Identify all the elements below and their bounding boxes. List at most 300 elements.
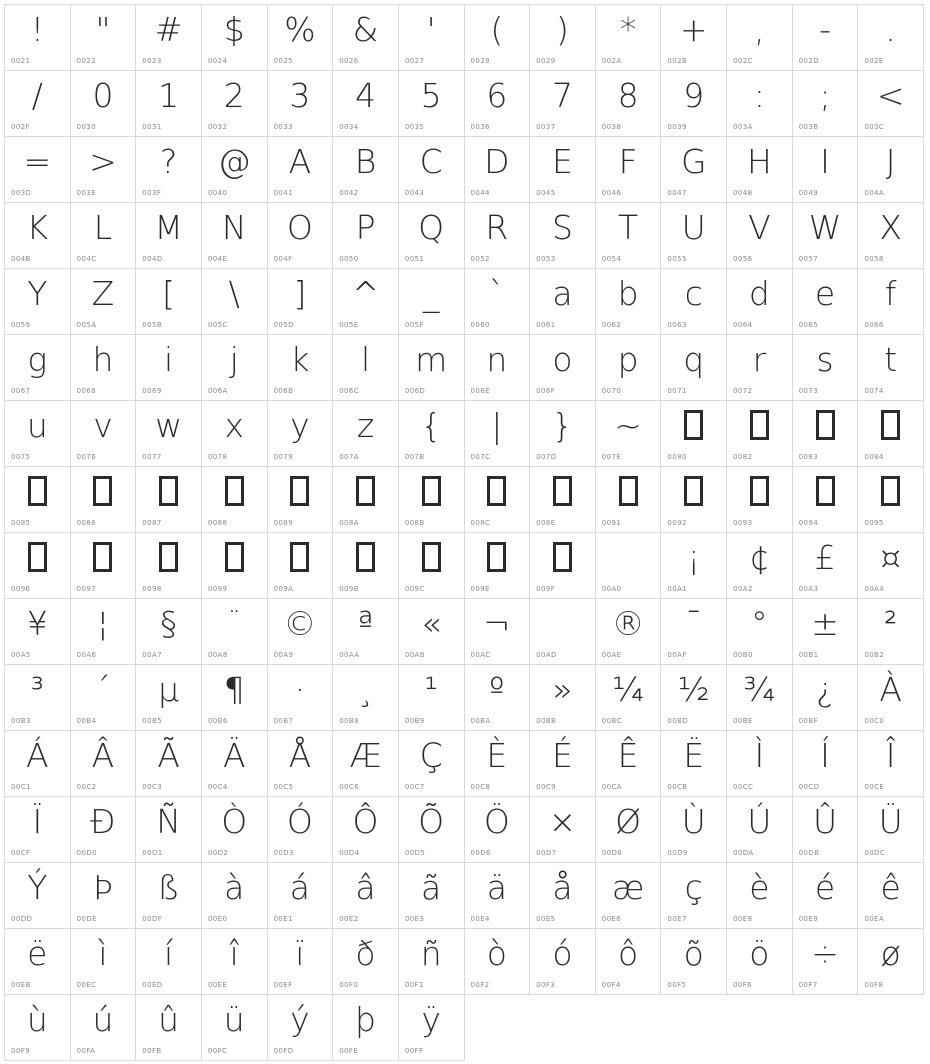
glyph-cell[interactable] — [333, 335, 399, 401]
glyph-character: ª — [357, 603, 374, 643]
glyph-cell[interactable] — [793, 137, 859, 203]
glyph-cell[interactable] — [268, 665, 334, 731]
glyph-character: ) — [556, 9, 569, 49]
glyph-cell[interactable] — [136, 137, 202, 203]
glyph-cell[interactable] — [333, 863, 399, 929]
glyph-cell[interactable] — [530, 5, 596, 71]
glyph-codepoint: 0073 — [798, 387, 819, 395]
glyph-cell[interactable] — [858, 929, 924, 995]
glyph-cell[interactable] — [793, 863, 859, 929]
glyph-cell[interactable] — [5, 929, 71, 995]
glyph-cell[interactable] — [202, 137, 268, 203]
glyph-cell[interactable] — [858, 269, 924, 335]
glyph-codepoint: 005D — [273, 321, 294, 329]
glyph-cell[interactable] — [71, 665, 137, 731]
glyph-cell[interactable] — [727, 5, 793, 71]
glyph-cell[interactable] — [530, 863, 596, 929]
glyph-cell[interactable] — [202, 467, 268, 533]
glyph-cell[interactable] — [268, 71, 334, 137]
glyph-cell[interactable] — [858, 797, 924, 863]
notdef-box-icon — [530, 533, 595, 581]
glyph-cell[interactable] — [5, 5, 71, 71]
glyph-cell[interactable] — [71, 203, 137, 269]
glyph-codepoint: 00D7 — [536, 849, 557, 857]
glyph-cell[interactable] — [858, 401, 924, 467]
glyph-character: È — [486, 735, 508, 775]
glyph-cell[interactable] — [333, 5, 399, 71]
glyph-cell[interactable] — [596, 599, 662, 665]
glyph-cell[interactable] — [465, 467, 531, 533]
glyph-codepoint: 0021 — [11, 57, 31, 65]
glyph-cell[interactable] — [399, 797, 465, 863]
glyph-cell[interactable] — [202, 599, 268, 665]
glyph-cell[interactable] — [465, 599, 531, 665]
glyph-cell[interactable] — [530, 269, 596, 335]
glyph-cell[interactable] — [465, 335, 531, 401]
glyph-cell[interactable] — [71, 599, 137, 665]
glyph-cell[interactable] — [5, 665, 71, 731]
glyph-cell[interactable] — [399, 335, 465, 401]
glyph-cell[interactable] — [71, 863, 137, 929]
glyph-cell[interactable] — [465, 401, 531, 467]
glyph-cell[interactable] — [465, 5, 531, 71]
glyph-character: W — [808, 207, 842, 247]
glyph-cell[interactable] — [727, 533, 793, 599]
glyph-cell[interactable] — [727, 863, 793, 929]
glyph-cell[interactable] — [858, 71, 924, 137]
glyph-cell[interactable] — [793, 5, 859, 71]
glyph-codepoint: 00AA — [339, 651, 360, 659]
glyph-cell[interactable] — [530, 203, 596, 269]
glyph-cell[interactable] — [465, 863, 531, 929]
glyph-codepoint: 0094 — [798, 519, 819, 527]
glyph-cell[interactable] — [268, 995, 334, 1061]
glyph-cell[interactable] — [71, 995, 137, 1061]
glyph-codepoint: 00BE — [733, 717, 753, 725]
glyph-codepoint: 00FB — [142, 1047, 162, 1055]
glyph-cell[interactable] — [530, 533, 596, 599]
glyph-cell[interactable] — [399, 467, 465, 533]
glyph-cell[interactable] — [136, 929, 202, 995]
glyph-cell[interactable] — [858, 5, 924, 71]
glyph-cell[interactable] — [793, 269, 859, 335]
glyph-cell[interactable] — [661, 71, 727, 137]
glyph-codepoint: 00E0 — [207, 915, 228, 923]
notdef-box-icon — [465, 467, 530, 515]
glyph-cell[interactable] — [596, 863, 662, 929]
glyph-character: ¸ — [357, 669, 374, 709]
glyph-cell[interactable] — [727, 137, 793, 203]
glyph-cell[interactable] — [136, 71, 202, 137]
glyph-cell[interactable] — [136, 269, 202, 335]
glyph-cell[interactable] — [465, 665, 531, 731]
glyph-codepoint: 002C — [733, 57, 753, 65]
glyph-cell[interactable] — [399, 929, 465, 995]
glyph-character: ¤ — [880, 537, 902, 577]
glyph-cell[interactable] — [793, 203, 859, 269]
glyph-cell[interactable] — [136, 863, 202, 929]
glyph-cell[interactable] — [136, 665, 202, 731]
glyph-cell[interactable] — [661, 467, 727, 533]
glyph-character: 1 — [158, 75, 180, 115]
glyph-cell[interactable] — [858, 533, 924, 599]
glyph-cell[interactable] — [661, 797, 727, 863]
glyph-cell[interactable] — [661, 269, 727, 335]
glyph-codepoint: 00F3 — [536, 981, 556, 989]
glyph-cell[interactable] — [202, 665, 268, 731]
glyph-cell[interactable] — [333, 797, 399, 863]
glyph-cell[interactable] — [268, 269, 334, 335]
glyph-cell[interactable] — [202, 533, 268, 599]
glyph-cell[interactable] — [333, 665, 399, 731]
glyph-cell[interactable] — [596, 533, 662, 599]
glyph-cell[interactable] — [530, 137, 596, 203]
glyph-cell[interactable] — [268, 401, 334, 467]
glyph-codepoint: 006B — [273, 387, 294, 395]
glyph-character: Z — [91, 273, 115, 313]
glyph-codepoint: 0023 — [142, 57, 162, 65]
glyph-cell[interactable] — [596, 467, 662, 533]
glyph-cell[interactable] — [596, 137, 662, 203]
glyph-cell[interactable] — [793, 599, 859, 665]
glyph-cell[interactable] — [727, 467, 793, 533]
glyph-cell[interactable] — [858, 863, 924, 929]
glyph-cell[interactable] — [727, 203, 793, 269]
glyph-cell[interactable] — [596, 203, 662, 269]
glyph-codepoint: 00A9 — [273, 651, 294, 659]
glyph-cell[interactable] — [268, 731, 334, 797]
glyph-character: ÿ — [421, 999, 441, 1039]
glyph-character: y — [290, 405, 310, 445]
glyph-cell[interactable] — [399, 665, 465, 731]
glyph-cell[interactable] — [268, 929, 334, 995]
glyph-cell[interactable] — [465, 533, 531, 599]
glyph-cell[interactable] — [268, 335, 334, 401]
glyph-cell[interactable] — [793, 731, 859, 797]
glyph-character: ¿ — [816, 669, 834, 709]
glyph-cell[interactable] — [596, 731, 662, 797]
glyph-character: Y — [27, 273, 48, 313]
glyph-cell[interactable] — [136, 731, 202, 797]
glyph-cell[interactable] — [727, 731, 793, 797]
glyph-cell[interactable] — [399, 533, 465, 599]
glyph-cell[interactable] — [465, 203, 531, 269]
notdef-box-icon — [136, 533, 201, 581]
glyph-cell[interactable] — [333, 599, 399, 665]
glyph-cell[interactable] — [5, 533, 71, 599]
glyph-cell[interactable] — [202, 929, 268, 995]
glyph-cell[interactable] — [136, 467, 202, 533]
glyph-cell[interactable] — [71, 929, 137, 995]
glyph-cell[interactable] — [268, 467, 334, 533]
glyph-character: Ü — [878, 801, 903, 841]
notdef-box-icon — [5, 467, 70, 515]
glyph-cell[interactable] — [399, 137, 465, 203]
glyph-cell[interactable] — [333, 203, 399, 269]
glyph-cell[interactable] — [661, 665, 727, 731]
glyph-cell[interactable] — [793, 71, 859, 137]
glyph-cell[interactable] — [661, 203, 727, 269]
glyph-cell[interactable] — [793, 929, 859, 995]
glyph-cell[interactable] — [530, 731, 596, 797]
glyph-cell[interactable] — [5, 995, 71, 1061]
glyph-character: ( — [490, 9, 504, 49]
glyph-cell[interactable] — [71, 71, 137, 137]
glyph-character: C — [419, 141, 443, 181]
glyph-cell[interactable] — [333, 269, 399, 335]
glyph-cell[interactable] — [5, 335, 71, 401]
glyph-codepoint: 00EF — [273, 981, 293, 989]
glyph-codepoint: 0056 — [733, 255, 753, 263]
glyph-cell[interactable] — [71, 5, 137, 71]
glyph-cell[interactable] — [136, 995, 202, 1061]
glyph-cell[interactable] — [333, 731, 399, 797]
glyph-cell[interactable] — [399, 203, 465, 269]
glyph-character: 7 — [551, 75, 573, 115]
glyph-cell[interactable] — [136, 401, 202, 467]
glyph-cell[interactable] — [661, 929, 727, 995]
glyph-character: Ã — [157, 735, 180, 775]
glyph-cell[interactable] — [793, 335, 859, 401]
glyph-codepoint: 00CF — [11, 849, 31, 857]
glyph-character: \ — [228, 273, 240, 313]
glyph-codepoint: 0024 — [207, 57, 228, 65]
glyph-cell[interactable] — [5, 137, 71, 203]
glyph-cell[interactable] — [465, 929, 531, 995]
glyph-cell[interactable] — [71, 533, 137, 599]
glyph-cell[interactable] — [202, 731, 268, 797]
glyph-cell[interactable] — [465, 731, 531, 797]
glyph-codepoint: 00BD — [667, 717, 689, 725]
glyph-codepoint: 007D — [536, 453, 557, 461]
glyph-cell[interactable] — [530, 335, 596, 401]
glyph-cell[interactable] — [136, 335, 202, 401]
glyph-character: ` — [488, 273, 506, 313]
glyph-cell[interactable] — [530, 71, 596, 137]
glyph-codepoint: 00CA — [601, 783, 622, 791]
glyph-cell[interactable] — [333, 401, 399, 467]
glyph-codepoint: 00C5 — [273, 783, 294, 791]
glyph-cell[interactable] — [5, 467, 71, 533]
glyph-codepoint: 007E — [601, 453, 622, 461]
glyph-cell[interactable] — [71, 335, 137, 401]
glyph-character: ´ — [94, 669, 111, 709]
glyph-character: 5 — [420, 75, 442, 115]
glyph-cell[interactable] — [399, 5, 465, 71]
glyph-cell[interactable] — [71, 797, 137, 863]
glyph-cell[interactable] — [661, 533, 727, 599]
glyph-cell[interactable] — [71, 467, 137, 533]
glyph-cell[interactable] — [661, 5, 727, 71]
glyph-codepoint: 00F7 — [798, 981, 818, 989]
glyph-character: ï — [295, 933, 305, 973]
glyph-cell[interactable] — [858, 599, 924, 665]
glyph-cell[interactable] — [71, 731, 137, 797]
glyph-cell[interactable] — [136, 797, 202, 863]
glyph-cell[interactable] — [5, 797, 71, 863]
glyph-cell[interactable] — [727, 665, 793, 731]
glyph-cell[interactable] — [268, 137, 334, 203]
glyph-codepoint: 0080 — [667, 453, 687, 461]
glyph-cell[interactable] — [530, 467, 596, 533]
glyph-codepoint: 005E — [339, 321, 359, 329]
glyph-cell[interactable] — [136, 533, 202, 599]
glyph-cell[interactable] — [399, 863, 465, 929]
glyph-character: ¥ — [26, 603, 48, 643]
glyph-cell[interactable] — [399, 269, 465, 335]
glyph-cell[interactable] — [333, 995, 399, 1061]
glyph-codepoint: 0077 — [142, 453, 162, 461]
glyph-cell[interactable] — [268, 599, 334, 665]
glyph-character: 4 — [355, 75, 377, 115]
glyph-cell[interactable] — [858, 665, 924, 731]
glyph-cell[interactable] — [530, 929, 596, 995]
glyph-cell[interactable] — [71, 269, 137, 335]
notdef-box-icon — [465, 533, 530, 581]
glyph-cell[interactable] — [202, 269, 268, 335]
glyph-cell[interactable] — [596, 335, 662, 401]
glyph-character: 0 — [92, 75, 114, 115]
glyph-cell[interactable] — [5, 731, 71, 797]
glyph-cell[interactable] — [5, 203, 71, 269]
glyph-cell[interactable] — [793, 467, 859, 533]
glyph-cell[interactable] — [399, 401, 465, 467]
glyph-cell[interactable] — [399, 731, 465, 797]
glyph-character: · — [294, 669, 306, 709]
glyph-cell[interactable] — [858, 731, 924, 797]
glyph-cell[interactable] — [136, 203, 202, 269]
glyph-character: ê — [880, 867, 901, 907]
glyph-cell[interactable] — [268, 533, 334, 599]
glyph-codepoint: 0063 — [667, 321, 687, 329]
glyph-cell[interactable] — [596, 5, 662, 71]
glyph-cell[interactable] — [333, 467, 399, 533]
glyph-cell[interactable] — [465, 71, 531, 137]
glyph-cell[interactable] — [596, 665, 662, 731]
glyph-cell[interactable] — [596, 71, 662, 137]
glyph-cell[interactable] — [5, 71, 71, 137]
glyph-codepoint: 00E1 — [273, 915, 293, 923]
glyph-cell[interactable] — [596, 929, 662, 995]
notdef-box-icon — [333, 533, 398, 581]
glyph-codepoint: 004E — [207, 255, 228, 263]
glyph-cell[interactable] — [727, 71, 793, 137]
glyph-cell[interactable] — [661, 863, 727, 929]
glyph-cell[interactable] — [727, 797, 793, 863]
glyph-cell[interactable] — [268, 203, 334, 269]
glyph-codepoint: 0047 — [667, 189, 687, 197]
glyph-cell[interactable] — [530, 797, 596, 863]
glyph-codepoint: 007C — [470, 453, 491, 461]
glyph-cell[interactable] — [202, 401, 268, 467]
glyph-cell[interactable] — [333, 533, 399, 599]
glyph-cell[interactable] — [858, 203, 924, 269]
glyph-cell[interactable] — [202, 335, 268, 401]
glyph-codepoint: 0045 — [536, 189, 556, 197]
glyph-cell[interactable] — [333, 929, 399, 995]
glyph-cell[interactable] — [268, 5, 334, 71]
glyph-cell[interactable] — [136, 599, 202, 665]
glyph-cell[interactable] — [727, 269, 793, 335]
notdef-box-icon — [399, 467, 464, 515]
glyph-cell[interactable] — [71, 137, 137, 203]
glyph-cell[interactable] — [399, 71, 465, 137]
glyph-codepoint: 0070 — [601, 387, 622, 395]
glyph-cell[interactable] — [465, 797, 531, 863]
glyph-cell[interactable] — [202, 863, 268, 929]
notdef-box-icon — [661, 467, 726, 515]
glyph-character: L — [93, 207, 113, 247]
glyph-cell[interactable] — [727, 335, 793, 401]
glyph-codepoint: 00B8 — [339, 717, 359, 725]
glyph-cell[interactable] — [268, 863, 334, 929]
glyph-cell[interactable] — [5, 599, 71, 665]
glyph-cell[interactable] — [202, 797, 268, 863]
glyph-cell[interactable] — [596, 797, 662, 863]
glyph-cell[interactable] — [5, 269, 71, 335]
glyph-cell[interactable] — [5, 401, 71, 467]
glyph-cell[interactable] — [661, 599, 727, 665]
glyph-cell[interactable] — [661, 731, 727, 797]
glyph-cell[interactable] — [530, 401, 596, 467]
glyph-character — [530, 599, 595, 647]
glyph-cell[interactable] — [858, 335, 924, 401]
glyph-cell[interactable] — [202, 203, 268, 269]
notdef-box-icon — [793, 467, 858, 515]
glyph-character: % — [284, 9, 316, 49]
glyph-cell[interactable] — [858, 467, 924, 533]
glyph-cell[interactable] — [793, 797, 859, 863]
glyph-cell[interactable] — [793, 401, 859, 467]
glyph-cell[interactable] — [858, 137, 924, 203]
glyph-codepoint: 00DD — [11, 915, 33, 923]
glyph-cell[interactable] — [465, 269, 531, 335]
glyph-cell[interactable] — [465, 137, 531, 203]
glyph-cell[interactable] — [268, 797, 334, 863]
glyph-character: ! — [30, 9, 44, 49]
glyph-cell[interactable] — [333, 71, 399, 137]
glyph-cell[interactable] — [399, 599, 465, 665]
glyph-codepoint: 00CD — [798, 783, 820, 791]
glyph-cell[interactable] — [727, 599, 793, 665]
glyph-codepoint: 006F — [536, 387, 556, 395]
glyph-cell[interactable] — [71, 401, 137, 467]
glyph-cell[interactable] — [793, 665, 859, 731]
glyph-cell[interactable] — [5, 863, 71, 929]
glyph-character: 3 — [289, 75, 311, 115]
glyph-cell[interactable] — [333, 137, 399, 203]
glyph-cell[interactable] — [661, 335, 727, 401]
glyph-cell[interactable] — [202, 995, 268, 1061]
glyph-codepoint: 0050 — [339, 255, 359, 263]
glyph-cell[interactable] — [793, 533, 859, 599]
glyph-cell[interactable] — [661, 137, 727, 203]
glyph-cell[interactable] — [399, 995, 465, 1061]
glyph-cell[interactable] — [727, 929, 793, 995]
glyph-cell[interactable] — [727, 401, 793, 467]
glyph-character: Ò — [221, 801, 248, 841]
glyph-cell[interactable] — [530, 665, 596, 731]
glyph-cell[interactable] — [136, 5, 202, 71]
glyph-cell[interactable] — [202, 5, 268, 71]
glyph-cell[interactable] — [530, 599, 596, 665]
glyph-character: õ — [683, 933, 704, 973]
glyph-codepoint: 00D9 — [667, 849, 688, 857]
glyph-cell[interactable] — [661, 401, 727, 467]
glyph-cell[interactable] — [596, 401, 662, 467]
glyph-cell[interactable] — [202, 71, 268, 137]
glyph-cell[interactable] — [596, 269, 662, 335]
